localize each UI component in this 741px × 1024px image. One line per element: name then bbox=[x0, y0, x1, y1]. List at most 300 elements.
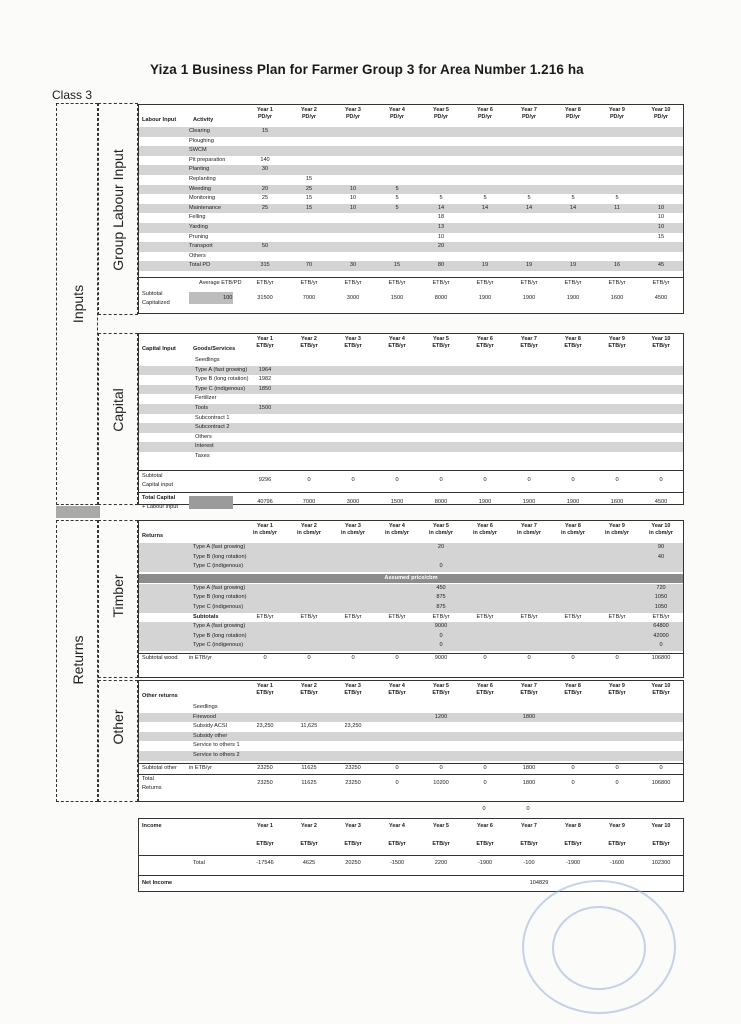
other-row bbox=[139, 741, 683, 751]
subtotal-wood-cell: 0 bbox=[307, 655, 311, 661]
unit-label: PD/yr bbox=[301, 114, 317, 120]
unit-cell: ETB/yr bbox=[344, 613, 362, 620]
subtotals-row bbox=[139, 613, 683, 623]
value-cell: 23,250 bbox=[256, 723, 274, 730]
unit-label: in cbm/yr bbox=[605, 530, 629, 536]
subtotal-cell: 0 bbox=[659, 476, 663, 483]
row-label: Type A (fast growing) bbox=[195, 366, 248, 373]
row-label: Taxes bbox=[195, 453, 210, 459]
value-cell: 23,250 bbox=[344, 723, 362, 730]
value-cell: 10 bbox=[657, 204, 665, 211]
income-total-cell: -100 bbox=[523, 860, 535, 866]
unit-label: in cbm/yr bbox=[385, 530, 409, 536]
year-label: Year 8 bbox=[565, 107, 581, 113]
unit-cell: ETB/yr bbox=[520, 613, 538, 620]
year-header bbox=[331, 683, 375, 697]
row-label: Subsidy other bbox=[193, 732, 228, 739]
row-label: Type A (fast growing) bbox=[193, 623, 246, 630]
year-header bbox=[287, 683, 331, 697]
value-cell: 19 bbox=[569, 262, 577, 269]
labour-row bbox=[139, 204, 683, 214]
labour-row bbox=[139, 185, 683, 195]
subtotal-cell: 4500 bbox=[654, 295, 668, 301]
value-cell: 5 bbox=[571, 195, 575, 202]
year-header bbox=[551, 336, 595, 350]
subtotal-cell: 9296 bbox=[258, 476, 272, 483]
avg-label: Average ETB/PD bbox=[199, 280, 242, 286]
unit-cell: ETB/yr bbox=[388, 613, 406, 620]
year-label: Year 5 bbox=[433, 107, 449, 113]
unit-label: PD/yr bbox=[477, 114, 493, 120]
value-cell: 20 bbox=[437, 243, 445, 250]
timber-volume-row bbox=[139, 543, 683, 553]
year-header bbox=[551, 107, 595, 121]
net-income-label: Net Income bbox=[142, 880, 173, 886]
subtotal-other-cell: 23250 bbox=[257, 764, 273, 771]
value-cell: 10 bbox=[437, 233, 445, 240]
capital-input-label: Capital input bbox=[142, 481, 174, 488]
value-cell: 1850 bbox=[258, 385, 272, 392]
total-row bbox=[139, 494, 683, 512]
year-label: Year 10 bbox=[651, 336, 671, 342]
capital-table bbox=[138, 333, 684, 510]
subtotal-cell: 0 bbox=[351, 476, 355, 483]
value-cell: 50 bbox=[261, 243, 269, 250]
year-header bbox=[375, 336, 419, 350]
value-cell: 720 bbox=[656, 584, 666, 591]
row-label: Total PD bbox=[189, 262, 211, 269]
year-label: Year 9 bbox=[609, 823, 625, 829]
income-total-cell: -1900 bbox=[477, 860, 493, 866]
value-cell: 25 bbox=[261, 204, 269, 211]
year-header bbox=[551, 683, 595, 697]
separator bbox=[139, 492, 683, 493]
other-row bbox=[139, 722, 683, 732]
value-cell: 11 bbox=[614, 204, 620, 211]
row-label: Monitoring bbox=[189, 195, 216, 202]
unit-cell: ETB/yr bbox=[256, 613, 274, 620]
timber-price-row bbox=[139, 593, 683, 603]
unit-label: ETB/yr bbox=[344, 690, 362, 696]
below-cell: 0 bbox=[482, 806, 486, 812]
income-total-label: Total bbox=[193, 860, 205, 866]
year-header bbox=[375, 107, 419, 121]
unit-label: PD/yr bbox=[521, 114, 537, 120]
row-label: Type A (fast growing) bbox=[193, 584, 246, 591]
year-label: Year 9 bbox=[609, 683, 625, 689]
unit-label: ETB/yr bbox=[520, 690, 538, 696]
row-label: Interest bbox=[195, 443, 214, 450]
value-cell: 0 bbox=[439, 632, 443, 639]
year-header bbox=[287, 107, 331, 121]
subtotal-other-cell: 0 bbox=[439, 764, 443, 771]
income-total-cell: -1900 bbox=[565, 860, 581, 866]
year-header bbox=[639, 523, 683, 537]
table-header bbox=[139, 521, 683, 543]
unit-label: ETB/yr bbox=[388, 690, 406, 696]
year-header bbox=[243, 336, 287, 350]
year-label: Year 4 bbox=[389, 683, 405, 689]
subtotal-wood-label: Subtotal wood bbox=[142, 655, 178, 661]
row-label: Service to others 2 bbox=[193, 752, 240, 758]
year-header bbox=[419, 336, 463, 350]
capital-row bbox=[139, 385, 683, 395]
unit-label: ETB/yr bbox=[388, 841, 406, 847]
total-returns-cell: 23250 bbox=[345, 779, 361, 786]
header-left-label: Other returns bbox=[142, 693, 178, 699]
year-header bbox=[507, 523, 551, 537]
subtotal-cell: 0 bbox=[615, 476, 619, 483]
unit-cell: ETB/yr bbox=[608, 280, 626, 286]
subtotal-wood-cell: 0 bbox=[571, 655, 575, 661]
value-cell: 10 bbox=[349, 195, 357, 202]
value-cell: 5 bbox=[615, 195, 619, 202]
unit-label: ETB/yr bbox=[388, 343, 406, 349]
year-header bbox=[375, 523, 419, 537]
row-label: Type B (long rotation) bbox=[193, 594, 247, 601]
value-cell: 19 bbox=[481, 262, 489, 269]
row-label: Service to others 1 bbox=[193, 742, 240, 749]
table-header bbox=[139, 334, 683, 356]
other-returns-table bbox=[138, 680, 684, 802]
subtotal-other-cell: 0 bbox=[571, 764, 575, 771]
value-cell: 5 bbox=[439, 195, 443, 202]
unit-label: ETB/yr bbox=[256, 690, 274, 696]
total-returns-cell: 0 bbox=[483, 779, 487, 786]
year-label: Year 4 bbox=[389, 107, 405, 113]
unit-label: ETB/yr bbox=[256, 343, 274, 349]
total-returns-label-2: Returns bbox=[142, 784, 162, 791]
unit-cell: ETB/yr bbox=[520, 280, 538, 286]
table-header bbox=[139, 105, 683, 127]
value-cell: 5 bbox=[527, 195, 531, 202]
year-label: Year 3 bbox=[345, 823, 361, 829]
unit-label: ETB/yr bbox=[432, 343, 450, 349]
value-cell: 10 bbox=[349, 185, 357, 192]
year-header bbox=[419, 523, 463, 537]
unit-cell: ETB/yr bbox=[476, 613, 494, 620]
value-cell: 450 bbox=[436, 584, 446, 591]
subtotal-wood-unit: in ETB/yr bbox=[189, 655, 213, 661]
total-cell: 3000 bbox=[346, 498, 360, 505]
year-header bbox=[419, 107, 463, 121]
labour-row bbox=[139, 252, 683, 262]
year-label: Year 2 bbox=[301, 523, 317, 529]
value-cell: 15 bbox=[393, 262, 401, 269]
year-label: Year 6 bbox=[477, 336, 493, 342]
subtotal-cell: 7000 bbox=[302, 295, 316, 301]
unit-label: ETB/yr bbox=[432, 841, 450, 847]
subtotal-label: Subtotal bbox=[142, 472, 163, 479]
income-total-row bbox=[139, 859, 683, 869]
separator bbox=[139, 470, 683, 471]
subtotal-other-unit: in ETB/yr bbox=[189, 764, 213, 771]
value-cell: 5 bbox=[483, 195, 487, 202]
unit-label: ETB/yr bbox=[300, 690, 318, 696]
value-cell: 64800 bbox=[653, 623, 669, 630]
subtotal-cell: 3000 bbox=[346, 295, 360, 301]
year-header bbox=[507, 107, 551, 121]
value-cell: 20 bbox=[261, 185, 269, 192]
value-cell: 20 bbox=[437, 544, 445, 550]
timber-subtotal-row bbox=[139, 622, 683, 632]
value-cell: 1050 bbox=[654, 604, 668, 610]
row-label: Pruning bbox=[189, 233, 209, 240]
unit-cell: ETB/yr bbox=[608, 613, 626, 620]
unit-label: ETB/yr bbox=[300, 841, 318, 847]
total-returns-cell: 1800 bbox=[522, 779, 536, 786]
subtotal-other-cell: 0 bbox=[615, 764, 619, 771]
unit-label: ETB/yr bbox=[564, 690, 582, 696]
capital-row bbox=[139, 433, 683, 443]
income-total-cell: -1500 bbox=[389, 860, 405, 866]
unit-cell: ETB/yr bbox=[476, 280, 494, 286]
total-label: Total Capital bbox=[142, 494, 176, 501]
year-header bbox=[463, 683, 507, 697]
income-total-cell: 20250 bbox=[345, 860, 361, 866]
unit-label: PD/yr bbox=[389, 114, 405, 120]
year-label: Year 8 bbox=[565, 823, 581, 829]
capital-row bbox=[139, 356, 683, 366]
value-cell: 30 bbox=[261, 166, 269, 173]
unit-label: ETB/yr bbox=[520, 841, 538, 847]
subtotal-row bbox=[139, 472, 683, 490]
unit-label: PD/yr bbox=[257, 114, 273, 120]
row-label: Ploughing bbox=[189, 137, 214, 144]
year-header bbox=[375, 683, 419, 697]
total-returns-cell: 10200 bbox=[433, 779, 449, 786]
header-left-label: Capital Input bbox=[142, 346, 176, 352]
year-header bbox=[595, 523, 639, 537]
year-label: Year 3 bbox=[345, 107, 361, 113]
year-label: Year 7 bbox=[521, 523, 537, 529]
unit-label: ETB/yr bbox=[564, 343, 582, 349]
year-label: Year 6 bbox=[477, 823, 493, 829]
row-label: Planting bbox=[189, 166, 210, 173]
subtotal-wood-cell: 9000 bbox=[434, 655, 448, 661]
value-cell: 16 bbox=[613, 262, 621, 269]
row-label: Subsidy ACSI bbox=[193, 723, 228, 730]
avg-value: 100 bbox=[223, 295, 233, 301]
row-label: SWCM bbox=[189, 147, 207, 154]
value-cell: 1982 bbox=[258, 376, 272, 383]
row-label: Type A (fast growing) bbox=[193, 544, 246, 550]
capital-row bbox=[139, 414, 683, 424]
year-header bbox=[595, 683, 639, 697]
year-label: Year 4 bbox=[389, 823, 405, 829]
labour-row bbox=[139, 194, 683, 204]
subtotal-cell: 1900 bbox=[566, 295, 580, 301]
capital-row bbox=[139, 442, 683, 452]
year-header bbox=[551, 523, 595, 537]
total-returns-cell: 11625 bbox=[301, 779, 317, 786]
unit-label: in cbm/yr bbox=[297, 530, 321, 536]
subtotal-row bbox=[139, 290, 683, 308]
row-label: Others bbox=[189, 252, 206, 259]
row-label: Transport bbox=[189, 243, 213, 250]
value-cell: 42000 bbox=[653, 632, 669, 639]
capital-label: Capital bbox=[110, 388, 126, 432]
year-header bbox=[331, 107, 375, 121]
unit-label: PD/yr bbox=[609, 114, 625, 120]
total-returns-cell: 106800 bbox=[651, 779, 671, 786]
unit-label: in cbm/yr bbox=[253, 530, 277, 536]
price-band bbox=[139, 574, 683, 584]
unit-label: ETB/yr bbox=[344, 841, 362, 847]
value-cell: 1500 bbox=[258, 405, 272, 411]
subtotal-cell: 31500 bbox=[257, 295, 273, 301]
subtotal-wood-row bbox=[139, 654, 683, 664]
row-label: Seedlings bbox=[193, 704, 218, 710]
unit-label: ETB/yr bbox=[652, 343, 670, 349]
year-label: Year 7 bbox=[521, 336, 537, 342]
value-cell: 40 bbox=[657, 553, 665, 560]
year-header bbox=[243, 523, 287, 537]
unit-cell: ETB/yr bbox=[300, 280, 318, 286]
separator bbox=[139, 277, 683, 278]
year-header bbox=[463, 336, 507, 350]
value-cell: 11,625 bbox=[300, 723, 318, 730]
row-label: Maintenance bbox=[189, 204, 222, 211]
unit-label: ETB/yr bbox=[344, 343, 362, 349]
unit-cell: ETB/yr bbox=[256, 280, 274, 286]
total-returns-row bbox=[139, 775, 683, 793]
total-cell: 4500 bbox=[654, 498, 668, 505]
year-header bbox=[639, 336, 683, 350]
unit-label: PD/yr bbox=[433, 114, 449, 120]
unit-label: ETB/yr bbox=[652, 690, 670, 696]
net-income-value: 104829 bbox=[529, 880, 549, 886]
year-label: Year 5 bbox=[433, 683, 449, 689]
unit-label: ETB/yr bbox=[256, 841, 274, 847]
subtotal-wood-cell: 0 bbox=[263, 655, 267, 661]
capital-row bbox=[139, 452, 683, 462]
total-gray-box bbox=[189, 496, 233, 509]
year-label: Year 3 bbox=[345, 523, 361, 529]
income-total-cell: 4625 bbox=[302, 860, 316, 866]
capital-row bbox=[139, 375, 683, 385]
unit-label: PD/yr bbox=[345, 114, 361, 120]
inputs-label: Inputs bbox=[70, 284, 86, 324]
unit-cell: ETB/yr bbox=[300, 613, 318, 620]
year-label: Year 8 bbox=[565, 523, 581, 529]
unit-label: in cbm/yr bbox=[517, 530, 541, 536]
value-cell: 14 bbox=[437, 204, 445, 211]
avg-row bbox=[139, 279, 683, 289]
unit-label: ETB/yr bbox=[652, 841, 670, 847]
subtotal-cell: 0 bbox=[527, 476, 531, 483]
total-cell: 1600 bbox=[610, 498, 624, 505]
year-label: Year 4 bbox=[389, 523, 405, 529]
row-label: Pit preparation bbox=[189, 156, 226, 163]
value-cell: 10 bbox=[657, 214, 665, 221]
subtotal-other-label: Subtotal other bbox=[142, 764, 177, 771]
year-label: Year 9 bbox=[609, 107, 625, 113]
labour-row bbox=[139, 213, 683, 223]
unit-label: ETB/yr bbox=[608, 841, 626, 847]
row-label: Weeding bbox=[189, 185, 211, 192]
income-total-cell: -17546 bbox=[256, 860, 274, 866]
year-label: Year 6 bbox=[477, 523, 493, 529]
below-cell: 0 bbox=[526, 806, 530, 812]
row-label: Seedlings bbox=[195, 357, 220, 363]
year-label: Year 10 bbox=[651, 823, 671, 829]
total-cell: 1900 bbox=[566, 498, 580, 505]
year-header bbox=[595, 336, 639, 350]
labour-row bbox=[139, 127, 683, 137]
subtotal-cell: 1600 bbox=[610, 295, 624, 301]
value-cell: 315 bbox=[260, 262, 270, 269]
labour-row bbox=[139, 137, 683, 147]
year-label: Year 3 bbox=[345, 683, 361, 689]
labour-table bbox=[138, 104, 684, 314]
other-row bbox=[139, 732, 683, 742]
value-cell: 1800 bbox=[522, 713, 536, 720]
year-header bbox=[331, 336, 375, 350]
subtotal-other-cell: 0 bbox=[659, 764, 663, 771]
labour-row bbox=[139, 146, 683, 156]
subtotal-other-row bbox=[139, 764, 683, 774]
year-header bbox=[463, 107, 507, 121]
header-left-label: Labour Input bbox=[142, 117, 177, 123]
value-cell: 9000 bbox=[434, 623, 448, 630]
unit-label: in cbm/yr bbox=[341, 530, 365, 536]
subtotal-other-cell: 0 bbox=[395, 764, 399, 771]
row-label: Others bbox=[195, 433, 212, 440]
row-label: Firewood bbox=[193, 713, 217, 720]
value-cell: 1050 bbox=[654, 594, 668, 601]
official-stamp bbox=[522, 880, 676, 1014]
subtotal-other-cell: 11625 bbox=[301, 764, 317, 771]
year-label: Year 9 bbox=[609, 336, 625, 342]
total-returns-label: Total bbox=[142, 775, 154, 782]
row-label: Yarding bbox=[189, 224, 208, 230]
header-activity-label: Activity bbox=[193, 117, 214, 123]
timber-label: Timber bbox=[110, 574, 126, 618]
unit-label: ETB/yr bbox=[476, 343, 494, 349]
unit-label: in cbm/yr bbox=[649, 530, 673, 536]
year-header bbox=[287, 336, 331, 350]
total-cell: 8000 bbox=[434, 498, 448, 505]
value-cell: 5 bbox=[395, 204, 399, 211]
unit-label: ETB/yr bbox=[564, 841, 582, 847]
unit-cell: ETB/yr bbox=[432, 280, 450, 286]
labour-row bbox=[139, 223, 683, 233]
row-label: Type C (indigenous) bbox=[195, 385, 246, 392]
value-cell: 5 bbox=[395, 185, 399, 192]
capital-row bbox=[139, 423, 683, 433]
total-cell: 1500 bbox=[390, 498, 404, 505]
subtotal-cell: 8000 bbox=[434, 295, 448, 301]
value-cell: 875 bbox=[436, 594, 446, 601]
subtotal-cell: 0 bbox=[307, 476, 311, 483]
value-cell: 10 bbox=[349, 204, 357, 211]
divider-block bbox=[56, 506, 100, 518]
row-label: Type B (long rotation) bbox=[193, 632, 247, 639]
year-label: Year 2 bbox=[301, 107, 317, 113]
subtotal-cell: 1500 bbox=[390, 295, 404, 301]
subtotal-other-cell: 0 bbox=[483, 764, 487, 771]
year-header bbox=[507, 336, 551, 350]
year-label: Year 1 bbox=[257, 336, 273, 342]
value-cell: 13 bbox=[437, 224, 445, 230]
returns-label: Returns bbox=[70, 635, 86, 685]
total-returns-cell: 23250 bbox=[257, 779, 273, 786]
subtotal-wood-cell: 0 bbox=[483, 655, 487, 661]
value-cell: 0 bbox=[659, 642, 663, 649]
value-cell: 1200 bbox=[434, 713, 448, 720]
total-returns-cell: 0 bbox=[571, 779, 575, 786]
